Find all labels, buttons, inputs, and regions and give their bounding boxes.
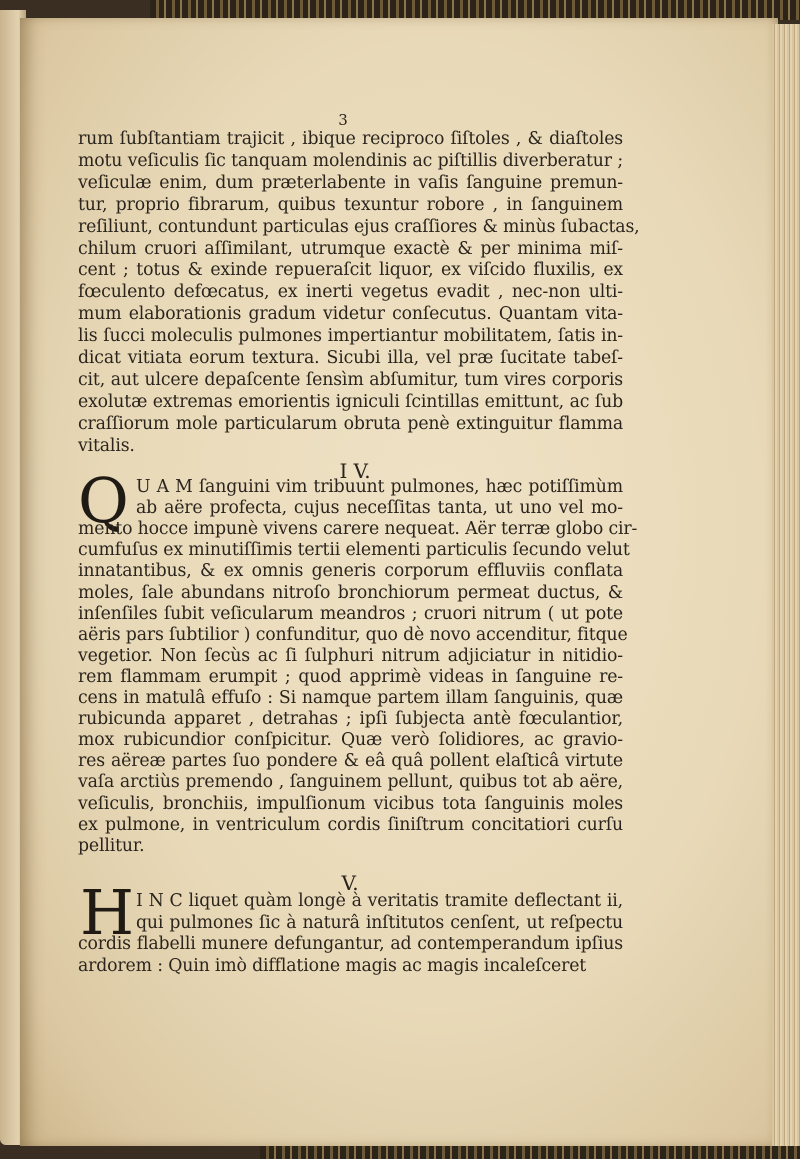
text-line: rubicunda apparet , detrahas ; ipſi ſubjecta antè fœculantior,: [78, 709, 623, 730]
text-line: vegetior. Non ſecùs ac ſi ſulphuri nitrum adjiciatur in nitidio-: [78, 645, 623, 666]
text-line: qui pulmones ſic à naturâ inſtitutos cenſent, ut reſpectu: [136, 912, 623, 933]
page-number: 3: [338, 111, 348, 129]
text-line: cit, aut ulcere depaſcente ſensìm abſumitur, tum vires corporis: [78, 369, 623, 390]
text-line: vaſa arctiùs premendo , ſanguinem pellunt, quibus tot ab aëre,: [78, 772, 623, 793]
section-heading-iv: I V.: [339, 459, 371, 483]
text-line: inſenſiles ſubit veſicularum meandros ; cruori nitrum ( ut pote: [78, 603, 623, 624]
text-line: I N C liquet quàm longè à veritatis tramite deflectant ii,: [136, 891, 623, 911]
text-line: cent ; totus & exinde repueraſcit liquor, ex viſcido fluxilis, ex: [78, 260, 623, 281]
text-line: rem flammam erumpit ; quod apprimè videas in ſanguine re-: [78, 666, 623, 687]
text-line: cens in matulâ effuſo : Si namque partem illam ſanguinis, quæ: [78, 688, 623, 708]
text-line: U A M ſanguini vim tribuunt pulmones, hæc potiſſimùm: [136, 477, 623, 497]
text-line: reſiliunt, contundunt particulas ejus craſſiores & minùs ſubactas,: [78, 216, 640, 237]
text-line: motu veſiculis ſic tanquam molendinis ac piſtillis diverberatur ;: [78, 150, 623, 171]
text-line: tur, proprio fibrarum, quibus texuntur robore , in ſanguinem: [78, 194, 623, 215]
text-line: rum ſubſtantiam trajicit , ibique reciproco ſiſtoles , & diaſtoles: [78, 129, 623, 149]
text-line: lis ſucci moleculis pulmones impertiantur mobilitatem, ſatis in-: [78, 326, 623, 347]
text-line: mum elaborationis gradum videtur conſecutus. Quantam vita-: [78, 304, 623, 325]
text-line: veſiculæ enim, dum præterlabente in vaſis ſanguine premun-: [78, 172, 623, 193]
drop-cap-h: H: [80, 876, 134, 949]
text-line: ab aëre profecta, cujus neceſſitas tanta, ut uno vel mo-: [136, 498, 623, 519]
text-line: aëris pars ſubtilior ) confunditur, quo dè novo accenditur, fitque: [78, 624, 628, 645]
text-line: vitalis.: [78, 435, 135, 456]
text-line: ex pulmone, in ventriculum cordis ſiniſtrum concitatiori curſu: [78, 814, 623, 835]
text-line: mento hocce impunè vivens carere nequeat. Aër terræ globo cir-: [78, 519, 638, 540]
text-line: craſſiorum mole particularum obruta penè extinguitur flamma: [78, 413, 623, 434]
drop-cap-q: Q: [78, 464, 129, 537]
text-line: dicat vitiata eorum textura. Sicubi illa, vel præ ſucitate tabeſ-: [78, 348, 623, 368]
text-line: fœculento defœcatus, ex inerti vegetus evadit , nec-non ulti-: [78, 282, 623, 303]
text-line: innatantibus, & ex omnis generis corporum effluviis conflata: [78, 561, 623, 582]
text-line: res aëreæ partes ſuo pondere & eâ quâ pollent elaſticâ virtute: [78, 751, 623, 772]
text-line: moles, ſale abundans nitroſo bronchiorum permeat ductus, &: [78, 582, 623, 603]
text-line: cordis flabelli munere defungantur, ad contemperandum ipſius: [78, 934, 623, 954]
section-heading-v: V.: [341, 871, 359, 895]
text-line: pellitur.: [78, 835, 145, 856]
text-line: chilum cruori aſſimilant, utrumque exactè & per minima miſ-: [78, 238, 623, 259]
text-line: veſiculis, bronchiis, impulſionum vicibus tota ſanguinis moles: [78, 793, 623, 814]
text-line: mox rubicundior conſpicitur. Quæ verò ſolidiores, ac gravio-: [78, 730, 623, 751]
text-line: ardorem : Quin imò difflatione magis ac magis incaleſceret: [78, 955, 587, 976]
text-line: cumfuſus ex minutiſſimis tertii elementi particulis ſecundo velut: [78, 540, 630, 561]
text-line: exolutæ extremas emorientis igniculi ſcintillas emittunt, ac ſub: [78, 391, 623, 412]
